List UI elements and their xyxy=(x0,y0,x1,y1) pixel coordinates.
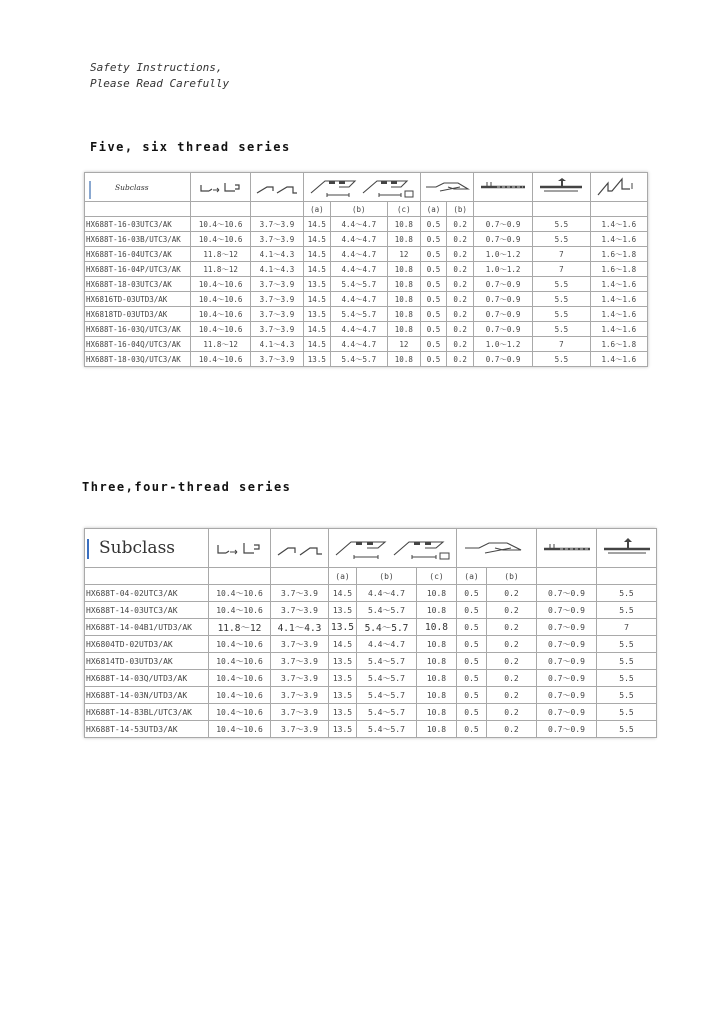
spec-value-cell: 5.4～5.7 xyxy=(357,687,417,704)
three-four-thread-table xyxy=(84,528,657,738)
spec-value-cell: 0.7～0.9 xyxy=(537,653,597,670)
safety-note xyxy=(90,60,229,92)
spec-value-cell: 11.8～12 xyxy=(209,619,271,636)
sub-header-b: (b) xyxy=(357,568,417,585)
empty-cell xyxy=(537,568,597,585)
needle-pair-icon-cell xyxy=(191,173,250,202)
spec-value-cell: 10.4～10.6 xyxy=(209,670,271,687)
spec-value-cell: 0.2 xyxy=(487,670,537,687)
empty-cell xyxy=(533,202,590,217)
spec-value-cell: 5.5 xyxy=(597,653,657,670)
needle-pair-icon xyxy=(195,175,247,199)
sub-header-b2: (b) xyxy=(487,568,537,585)
icon-header-row xyxy=(85,529,657,568)
section-title-five-six-thread: Five, six thread series xyxy=(90,140,291,154)
spec-value-cell: 10.8 xyxy=(387,352,420,367)
spec-value-cell: 10.4～10.6 xyxy=(209,602,271,619)
subclass-model-cell: HX688T-14-53UTD3/AK xyxy=(85,721,209,738)
spec-value-cell: 5.5 xyxy=(533,307,590,322)
sub-header-c: (c) xyxy=(387,202,420,217)
spec-value-cell: 13.5 xyxy=(304,352,331,367)
spec-value-cell: 0.7～0.9 xyxy=(473,292,532,307)
spec-value-cell: 3.7～3.9 xyxy=(271,687,329,704)
spec-value-cell: 7 xyxy=(533,262,590,277)
table-row xyxy=(85,217,648,232)
presser-foot-icon-cell xyxy=(533,173,590,202)
spec-value-cell: 0.7～0.9 xyxy=(537,585,597,602)
empty-cell xyxy=(590,202,647,217)
spec-value-cell: 5.5 xyxy=(533,352,590,367)
spec-value-cell: 10.4～10.6 xyxy=(191,322,250,337)
spec-value-cell: 4.4～4.7 xyxy=(330,337,387,352)
spec-value-cell: 1.4～1.6 xyxy=(590,217,647,232)
table-row xyxy=(85,322,648,337)
throat-plate-icon-cell xyxy=(473,173,532,202)
spec-value-cell: 3.7～3.9 xyxy=(271,704,329,721)
table-row xyxy=(85,704,657,721)
spec-value-cell: 10.8 xyxy=(387,262,420,277)
looper-assembly-icon-cell xyxy=(304,173,421,202)
spec-value-cell: 1.4～1.6 xyxy=(590,277,647,292)
spec-value-cell: 0.2 xyxy=(487,653,537,670)
empty-cell xyxy=(597,568,657,585)
spec-value-cell: 7 xyxy=(533,247,590,262)
spec-value-cell: 5.4～5.7 xyxy=(330,352,387,367)
spec-value-cell: 0.5 xyxy=(457,704,487,721)
empty-cell xyxy=(191,202,250,217)
spec-value-cell: 1.6～1.8 xyxy=(590,247,647,262)
spec-value-cell: 10.8 xyxy=(387,232,420,247)
subclass-model-cell: HX6816TD-03UTD3/AK xyxy=(85,292,191,307)
spec-value-cell: 4.4～4.7 xyxy=(330,217,387,232)
sub-header-a2: (a) xyxy=(457,568,487,585)
spec-value-cell: 10.4～10.6 xyxy=(191,217,250,232)
spec-value-cell: 10.4～10.6 xyxy=(191,292,250,307)
spec-value-cell: 3.7～3.9 xyxy=(250,292,303,307)
spec-value-cell: 4.1～4.3 xyxy=(250,262,303,277)
spec-value-cell: 0.5 xyxy=(457,687,487,704)
spec-value-cell: 5.4～5.7 xyxy=(357,704,417,721)
five-six-thread-table-wrapper xyxy=(84,172,648,367)
needle-pair-icon-cell xyxy=(209,529,271,568)
spec-value-cell: 5.5 xyxy=(597,721,657,738)
spec-value-cell: 0.2 xyxy=(487,721,537,738)
spec-value-cell: 0.7～0.9 xyxy=(537,670,597,687)
spec-value-cell: 4.4～4.7 xyxy=(357,585,417,602)
spec-value-cell: 5.5 xyxy=(533,292,590,307)
subclass-model-cell: HX688T-04-02UTC3/AK xyxy=(85,585,209,602)
spec-value-cell: 14.5 xyxy=(304,217,331,232)
subclass-model-cell: HX688T-14-03UTC3/AK xyxy=(85,602,209,619)
spec-value-cell: 4.4～4.7 xyxy=(330,247,387,262)
table-row xyxy=(85,602,657,619)
spec-value-cell: 14.5 xyxy=(329,636,357,653)
spec-value-cell: 0.2 xyxy=(447,307,474,322)
spec-value-cell: 0.2 xyxy=(447,337,474,352)
safety-note-line-1: Safety Instructions, xyxy=(90,61,223,74)
throat-plate-icon xyxy=(540,537,594,559)
spec-value-cell: 14.5 xyxy=(304,322,331,337)
spec-value-cell: 5.5 xyxy=(597,585,657,602)
spec-value-cell: 10.4～10.6 xyxy=(191,277,250,292)
spec-value-cell: 0.5 xyxy=(457,585,487,602)
spec-value-cell: 0.7～0.9 xyxy=(537,721,597,738)
spec-value-cell: 5.4～5.7 xyxy=(357,653,417,670)
looper-assembly-icon-cell xyxy=(329,529,457,568)
spec-value-cell: 14.5 xyxy=(329,585,357,602)
spec-value-cell: 12 xyxy=(387,337,420,352)
spec-value-cell: 4.1～4.3 xyxy=(250,247,303,262)
looper-assembly-icon xyxy=(332,533,454,563)
spec-value-cell: 10.8 xyxy=(417,704,457,721)
presser-foot-icon xyxy=(536,175,586,199)
needle-pair-icon xyxy=(212,535,268,561)
subclass-model-cell: HX688T-18-03UTC3/AK xyxy=(85,277,191,292)
spec-value-cell: 10.8 xyxy=(417,687,457,704)
spec-value-cell: 4.4～4.7 xyxy=(330,322,387,337)
sub-header-b: (b) xyxy=(330,202,387,217)
empty-cell xyxy=(85,568,209,585)
spec-value-cell: 3.7～3.9 xyxy=(271,602,329,619)
spec-value-cell: 0.2 xyxy=(447,322,474,337)
spec-value-cell: 0.5 xyxy=(420,352,447,367)
spec-value-cell: 0.7～0.9 xyxy=(473,217,532,232)
spec-value-cell: 0.7～0.9 xyxy=(473,352,532,367)
sub-header-a: (a) xyxy=(329,568,357,585)
spec-value-cell: 13.5 xyxy=(329,704,357,721)
spec-value-cell: 1.6～1.8 xyxy=(590,337,647,352)
table-row xyxy=(85,232,648,247)
spec-value-cell: 11.8～12 xyxy=(191,262,250,277)
spec-value-cell: 10.8 xyxy=(417,670,457,687)
spec-value-cell: 0.2 xyxy=(447,232,474,247)
spec-value-cell: 10.8 xyxy=(387,322,420,337)
spec-value-cell: 10.8 xyxy=(387,217,420,232)
throat-plate-icon-cell xyxy=(537,529,597,568)
spec-value-cell: 3.7～3.9 xyxy=(271,636,329,653)
spec-value-cell: 10.8 xyxy=(387,307,420,322)
spreader-icon xyxy=(422,175,472,199)
spec-value-cell: 5.4～5.7 xyxy=(330,307,387,322)
spec-value-cell: 0.5 xyxy=(457,670,487,687)
spec-value-cell: 10.4～10.6 xyxy=(209,704,271,721)
spec-value-cell: 0.5 xyxy=(457,602,487,619)
spec-value-cell: 0.2 xyxy=(487,636,537,653)
spec-value-cell: 3.7～3.9 xyxy=(250,352,303,367)
spec-value-cell: 0.2 xyxy=(447,352,474,367)
presser-foot-icon xyxy=(600,535,654,561)
subclass-model-cell: HX688T-14-04B1/UTD3/AK xyxy=(85,619,209,636)
spec-value-cell: 10.4～10.6 xyxy=(191,232,250,247)
subclass-model-cell: HX688T-16-04P/UTC3/AK xyxy=(85,262,191,277)
spec-value-cell: 0.7～0.9 xyxy=(537,619,597,636)
spec-value-cell: 4.1～4.3 xyxy=(250,337,303,352)
subclass-model-cell: HX688T-16-03B/UTC3/AK xyxy=(85,232,191,247)
spec-value-cell: 5.5 xyxy=(597,670,657,687)
spec-value-cell: 0.2 xyxy=(447,277,474,292)
spec-value-cell: 3.7～3.9 xyxy=(250,217,303,232)
sub-header-row xyxy=(85,202,648,217)
spec-value-cell: 0.2 xyxy=(447,217,474,232)
spec-value-cell: 10.4～10.6 xyxy=(209,721,271,738)
spec-value-cell: 5.4～5.7 xyxy=(357,721,417,738)
sub-header-b2: (b) xyxy=(447,202,474,217)
spec-value-cell: 10.8 xyxy=(417,636,457,653)
spec-value-cell: 10.8 xyxy=(417,653,457,670)
empty-cell xyxy=(209,568,271,585)
spec-value-cell: 10.8 xyxy=(417,585,457,602)
spec-value-cell: 3.7～3.9 xyxy=(271,670,329,687)
spreader-icon-cell xyxy=(420,173,473,202)
spec-value-cell: 5.5 xyxy=(597,602,657,619)
subclass-model-cell: HX6818TD-03UTD3/AK xyxy=(85,307,191,322)
spec-value-cell: 10.8 xyxy=(417,602,457,619)
subclass-model-cell: HX688T-14-03Q/UTD3/AK xyxy=(85,670,209,687)
spec-value-cell: 1.4～1.6 xyxy=(590,292,647,307)
subclass-header xyxy=(85,529,209,568)
spec-value-cell: 0.5 xyxy=(420,322,447,337)
spec-value-cell: 11.8～12 xyxy=(191,337,250,352)
table-row xyxy=(85,337,648,352)
spec-value-cell: 10.4～10.6 xyxy=(209,585,271,602)
spec-value-cell: 3.7～3.9 xyxy=(250,232,303,247)
spec-value-cell: 10.4～10.6 xyxy=(191,307,250,322)
subclass-model-cell: HX6814TD-03UTD3/AK xyxy=(85,653,209,670)
spec-value-cell: 0.5 xyxy=(420,232,447,247)
spreader-icon xyxy=(459,535,535,561)
spec-value-cell: 0.7～0.9 xyxy=(537,687,597,704)
table-row xyxy=(85,636,657,653)
spec-value-cell: 7 xyxy=(533,337,590,352)
spec-value-cell: 10.4～10.6 xyxy=(209,687,271,704)
subclass-header xyxy=(85,173,191,202)
spec-value-cell: 0.5 xyxy=(457,636,487,653)
spec-value-cell: 7 xyxy=(597,619,657,636)
table-row xyxy=(85,721,657,738)
spec-value-cell: 5.4～5.7 xyxy=(357,670,417,687)
spec-value-cell: 4.1～4.3 xyxy=(271,619,329,636)
five-six-thread-table-body xyxy=(85,217,648,367)
spec-value-cell: 1.0～1.2 xyxy=(473,247,532,262)
table-row xyxy=(85,352,648,367)
icon-header-row xyxy=(85,173,648,202)
spec-value-cell: 5.5 xyxy=(533,322,590,337)
subclass-model-cell: HX688T-16-03Q/UTC3/AK xyxy=(85,322,191,337)
spec-value-cell: 0.2 xyxy=(487,687,537,704)
spec-value-cell: 4.4～4.7 xyxy=(330,262,387,277)
empty-cell xyxy=(250,202,303,217)
table-row xyxy=(85,653,657,670)
spec-value-cell: 5.4～5.7 xyxy=(357,602,417,619)
hook-pair-icon-cell xyxy=(250,173,303,202)
spec-value-cell: 1.6～1.8 xyxy=(590,262,647,277)
sub-header-c: (c) xyxy=(417,568,457,585)
five-six-thread-table xyxy=(84,172,648,367)
spec-value-cell: 5.5 xyxy=(597,687,657,704)
spec-value-cell: 1.4～1.6 xyxy=(590,352,647,367)
table-row xyxy=(85,247,648,262)
spec-value-cell: 0.2 xyxy=(487,619,537,636)
spec-value-cell: 0.5 xyxy=(457,619,487,636)
subclass-model-cell: HX688T-14-03N/UTD3/AK xyxy=(85,687,209,704)
spec-value-cell: 10.8 xyxy=(387,277,420,292)
hook-pair-icon-cell xyxy=(271,529,329,568)
spec-value-cell: 0.5 xyxy=(457,721,487,738)
spec-value-cell: 10.4～10.6 xyxy=(191,352,250,367)
spec-value-cell: 5.5 xyxy=(533,217,590,232)
spec-value-cell: 0.2 xyxy=(487,704,537,721)
accent-bar xyxy=(89,181,91,199)
spec-value-cell: 3.7～3.9 xyxy=(250,277,303,292)
spec-value-cell: 1.4～1.6 xyxy=(590,307,647,322)
spec-value-cell: 1.0～1.2 xyxy=(473,262,532,277)
table-row xyxy=(85,277,648,292)
spec-value-cell: 14.5 xyxy=(304,232,331,247)
spec-value-cell: 0.7～0.9 xyxy=(537,636,597,653)
spec-value-cell: 3.7～3.9 xyxy=(250,307,303,322)
spec-value-cell: 5.5 xyxy=(597,636,657,653)
table-row xyxy=(85,307,648,322)
subclass-label: Subclass xyxy=(115,182,149,192)
empty-cell xyxy=(271,568,329,585)
looper-assembly-icon xyxy=(307,173,417,201)
empty-cell xyxy=(473,202,532,217)
sub-header-a: (a) xyxy=(304,202,331,217)
spec-value-cell: 0.5 xyxy=(420,337,447,352)
spec-value-cell: 12 xyxy=(387,247,420,262)
spec-value-cell: 1.4～1.6 xyxy=(590,232,647,247)
spec-value-cell: 0.2 xyxy=(447,247,474,262)
spec-value-cell: 0.5 xyxy=(420,277,447,292)
spec-value-cell: 4.4～4.7 xyxy=(330,292,387,307)
three-four-thread-table-body xyxy=(85,585,657,738)
table-row xyxy=(85,687,657,704)
subclass-model-cell: HX688T-16-04Q/UTC3/AK xyxy=(85,337,191,352)
spec-value-cell: 0.7～0.9 xyxy=(473,232,532,247)
spec-value-cell: 5.4～5.7 xyxy=(330,277,387,292)
spec-value-cell: 0.5 xyxy=(420,262,447,277)
subclass-model-cell: HX688T-18-03Q/UTC3/AK xyxy=(85,352,191,367)
spec-value-cell: 13.5 xyxy=(304,307,331,322)
feed-dog-icon-cell xyxy=(590,173,647,202)
table-row xyxy=(85,619,657,636)
spec-value-cell: 0.7～0.9 xyxy=(537,602,597,619)
spec-value-cell: 0.5 xyxy=(420,247,447,262)
subclass-model-cell: HX688T-16-03UTC3/AK xyxy=(85,217,191,232)
sub-header-a2: (a) xyxy=(420,202,447,217)
spec-value-cell: 0.7～0.9 xyxy=(473,322,532,337)
spec-value-cell: 0.2 xyxy=(447,262,474,277)
table-row xyxy=(85,585,657,602)
spec-value-cell: 13.5 xyxy=(329,619,357,636)
spec-value-cell: 4.4～4.7 xyxy=(357,636,417,653)
spec-value-cell: 13.5 xyxy=(329,721,357,738)
spec-value-cell: 0.7～0.9 xyxy=(473,277,532,292)
section-title-three-four-thread: Three,four-thread series xyxy=(82,480,292,494)
hook-pair-icon xyxy=(253,175,301,199)
safety-note-line-2: Please Read Carefully xyxy=(90,77,230,90)
presser-foot-icon-cell xyxy=(597,529,657,568)
spec-value-cell: 0.5 xyxy=(420,292,447,307)
spec-value-cell: 10.8 xyxy=(417,619,457,636)
subclass-label: Subclass xyxy=(99,538,176,558)
spec-value-cell: 3.7～3.9 xyxy=(271,653,329,670)
spec-value-cell: 1.0～1.2 xyxy=(473,337,532,352)
spec-value-cell: 13.5 xyxy=(329,602,357,619)
spec-value-cell: 3.7～3.9 xyxy=(271,585,329,602)
spec-value-cell: 10.8 xyxy=(417,721,457,738)
spreader-icon-cell xyxy=(457,529,537,568)
spec-value-cell: 14.5 xyxy=(304,262,331,277)
spec-value-cell: 14.5 xyxy=(304,247,331,262)
table-row xyxy=(85,292,648,307)
spec-value-cell: 0.2 xyxy=(487,585,537,602)
spec-value-cell: 0.5 xyxy=(420,217,447,232)
spec-value-cell: 11.8～12 xyxy=(191,247,250,262)
sub-header-row xyxy=(85,568,657,585)
table-row xyxy=(85,670,657,687)
spec-value-cell: 0.5 xyxy=(420,307,447,322)
spec-value-cell: 5.4～5.7 xyxy=(357,619,417,636)
spec-value-cell: 13.5 xyxy=(329,687,357,704)
spec-value-cell: 10.4～10.6 xyxy=(209,653,271,670)
spec-value-cell: 4.4～4.7 xyxy=(330,232,387,247)
spec-value-cell: 10.4～10.6 xyxy=(209,636,271,653)
spec-value-cell: 1.4～1.6 xyxy=(590,322,647,337)
spec-value-cell: 0.7～0.9 xyxy=(537,704,597,721)
spec-value-cell: 0.2 xyxy=(447,292,474,307)
subclass-model-cell: HX6804TD-02UTD3/AK xyxy=(85,636,209,653)
feed-dog-icon xyxy=(594,175,644,199)
spec-value-cell: 0.7～0.9 xyxy=(473,307,532,322)
three-four-thread-table-wrapper xyxy=(84,528,656,738)
subclass-model-cell: HX688T-16-04UTC3/AK xyxy=(85,247,191,262)
spec-value-cell: 13.5 xyxy=(329,670,357,687)
spec-value-cell: 5.5 xyxy=(597,704,657,721)
spec-value-cell: 13.5 xyxy=(329,653,357,670)
spec-value-cell: 0.5 xyxy=(457,653,487,670)
accent-bar xyxy=(87,539,89,559)
empty-cell xyxy=(85,202,191,217)
table-row xyxy=(85,262,648,277)
spec-value-cell: 5.5 xyxy=(533,232,590,247)
spec-value-cell: 14.5 xyxy=(304,292,331,307)
spec-value-cell: 5.5 xyxy=(533,277,590,292)
spec-value-cell: 10.8 xyxy=(387,292,420,307)
spec-value-cell: 3.7～3.9 xyxy=(271,721,329,738)
throat-plate-icon xyxy=(477,177,529,197)
spec-value-cell: 0.2 xyxy=(487,602,537,619)
spec-value-cell: 14.5 xyxy=(304,337,331,352)
spec-value-cell: 3.7～3.9 xyxy=(250,322,303,337)
spec-value-cell: 13.5 xyxy=(304,277,331,292)
subclass-model-cell: HX688T-14-83BL/UTC3/AK xyxy=(85,704,209,721)
hook-pair-icon xyxy=(274,535,326,561)
